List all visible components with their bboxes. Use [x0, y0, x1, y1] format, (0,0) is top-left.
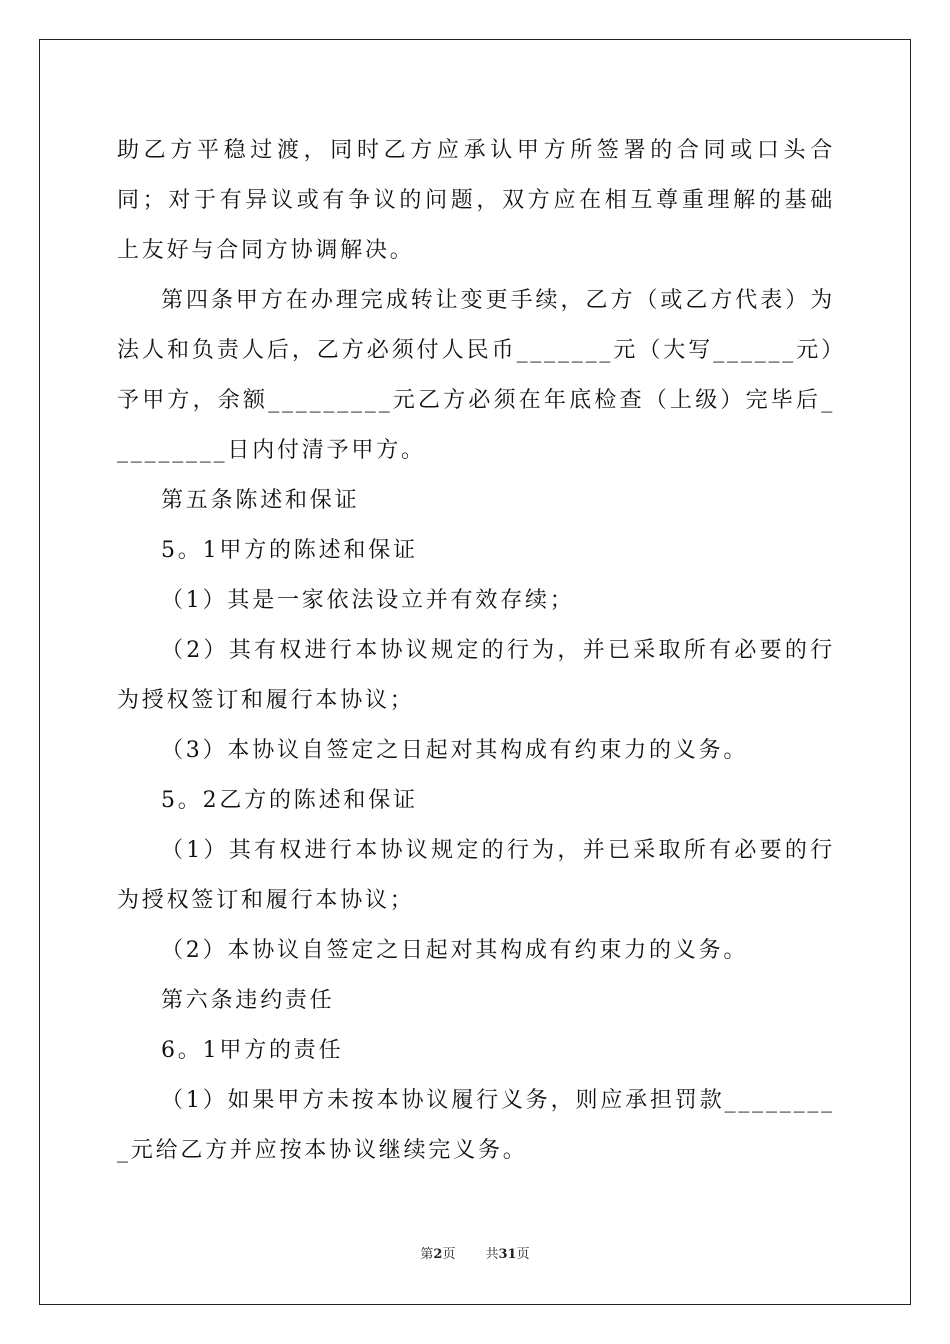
list-item-5-1-2: （2）其有权进行本协议规定的行为，并已采取所有必要的行为授权签订和履行本协议； [117, 638, 835, 713]
page-prefix: 第 [420, 1247, 434, 1262]
page-total: 31 [498, 1247, 517, 1262]
paragraph-article-4: 第四条甲方在办理完成转让变更手续，乙方（或乙方代表）为法人和负责人后，乙方必须付人民币_______元（大写______元）予甲方，余额_________元乙方必须在年底检查（上级）完毕后_________日内付清予甲方。 [117, 288, 835, 463]
list-item-5-2-2: （2）本协议自签定之日起对其构成有约束力的义务。 [161, 938, 749, 963]
heading-article-6: 第六条违约责任 [161, 988, 335, 1013]
heading-section-5-2: 5。2乙方的陈述和保证 [161, 788, 418, 813]
page-suffix: 页 [442, 1247, 456, 1262]
page-current: 2 [433, 1247, 443, 1262]
heading-article-5: 第五条陈述和保证 [161, 488, 360, 513]
document-body [117, 126, 835, 1176]
list-item-5-2-1: （1）其有权进行本协议规定的行为，并已采取所有必要的行为授权签订和履行本协议； [117, 838, 835, 913]
paragraph-continuation: 助乙方平稳过渡，同时乙方应承认甲方所签署的合同或口头合同；对于有异议或有争议的问题，双方应在相互尊重理解的基础上友好与合同方协调解决。 [117, 138, 835, 263]
total-prefix: 共 [485, 1247, 499, 1262]
total-suffix: 页 [516, 1247, 530, 1262]
heading-section-6-1: 6。1甲方的责任 [161, 1038, 344, 1063]
page-footer [0, 1246, 950, 1264]
list-item-6-1-1: （1）如果甲方未按本协议履行义务，则应承担罚款_________元给乙方并应按本协议继续完义务。 [117, 1088, 835, 1163]
list-item-5-1-1: （1）其是一家依法设立并有效存续； [161, 588, 575, 613]
heading-section-5-1: 5。1甲方的陈述和保证 [161, 538, 418, 563]
list-item-5-1-3: （3）本协议自签定之日起对其构成有约束力的义务。 [161, 738, 749, 763]
